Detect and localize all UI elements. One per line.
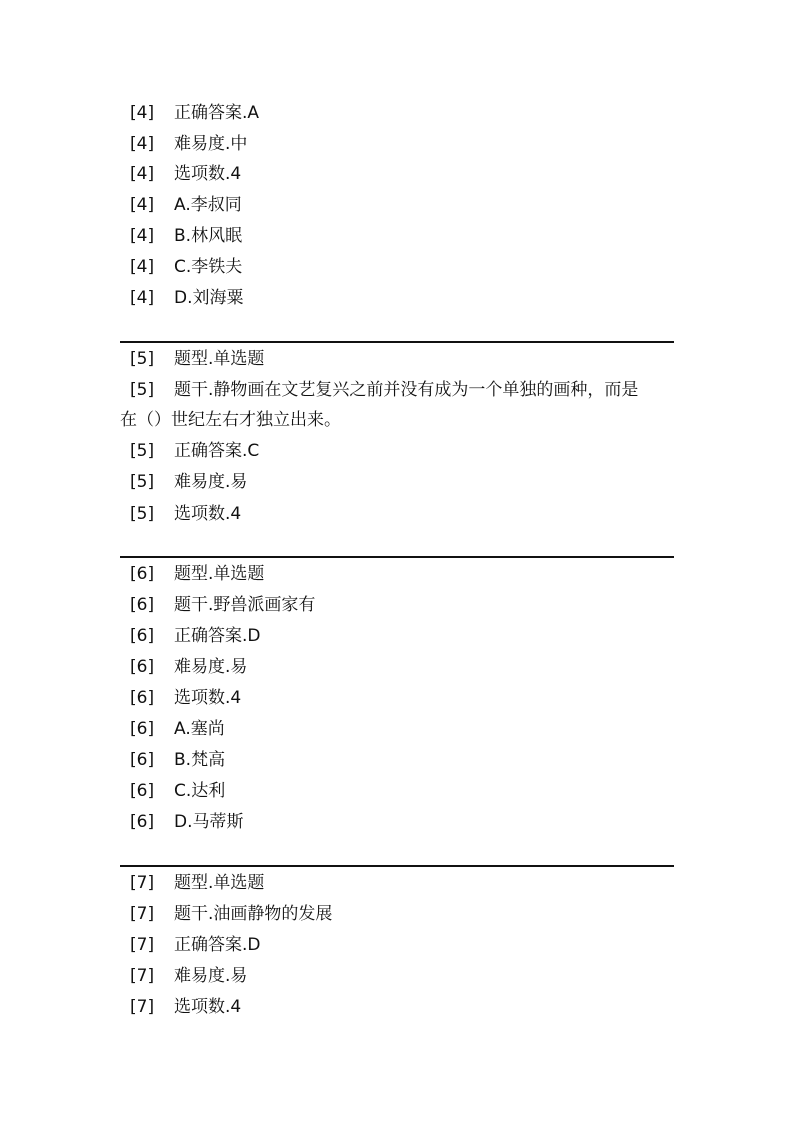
question-type-line: 题型.单选题 <box>174 349 265 369</box>
list-item <box>120 652 680 682</box>
list-item <box>120 621 680 651</box>
list-item <box>120 745 680 775</box>
question-number: [7] <box>130 935 155 955</box>
question-number: [5] <box>130 349 155 369</box>
answer-line: 正确答案.C <box>174 441 260 461</box>
question-number: [5] <box>130 441 155 461</box>
question-number: [6] <box>130 812 155 832</box>
list-item <box>120 714 680 744</box>
difficulty-line: 难易度.易 <box>174 966 248 986</box>
option-b: B.梵高 <box>174 750 226 770</box>
question-type-line: 题型.单选题 <box>174 873 265 893</box>
option-count-line: 选项数.4 <box>174 688 242 708</box>
list-item <box>120 499 680 529</box>
list-item <box>120 436 680 466</box>
list-item <box>120 344 680 374</box>
list-item <box>120 807 680 837</box>
option-count-line: 选项数.4 <box>174 164 242 184</box>
option-d: D.刘海粟 <box>174 288 244 308</box>
question-number: [5] <box>130 380 155 400</box>
list-item <box>120 930 680 960</box>
question-number: [4] <box>130 288 155 308</box>
question-number: [5] <box>130 504 155 524</box>
question-number: [7] <box>130 997 155 1017</box>
list-item <box>120 467 680 497</box>
question-number: [6] <box>130 688 155 708</box>
list-item <box>120 868 680 898</box>
question-number: [5] <box>130 472 155 492</box>
list-item <box>120 683 680 713</box>
question-number: [7] <box>130 966 155 986</box>
list-item <box>120 221 680 251</box>
list-item <box>120 252 680 282</box>
question-type-line: 题型.单选题 <box>174 564 265 584</box>
answer-line: 正确答案.D <box>174 935 261 955</box>
list-item <box>120 899 680 929</box>
list-item <box>120 961 680 991</box>
section-divider <box>120 341 674 343</box>
question-number: [6] <box>130 781 155 801</box>
list-item <box>120 559 680 589</box>
question-number: [4] <box>130 226 155 246</box>
list-item <box>120 283 680 313</box>
section-divider <box>120 556 674 558</box>
option-b: B.林风眠 <box>174 226 243 246</box>
question-number: [4] <box>130 103 155 123</box>
list-item <box>120 375 680 405</box>
section-divider <box>120 865 674 867</box>
question-number: [4] <box>130 195 155 215</box>
question-number: [4] <box>130 134 155 154</box>
list-item <box>120 590 680 620</box>
question-number: [6] <box>130 657 155 677</box>
option-a: A.李叔同 <box>174 195 242 215</box>
list-item <box>120 992 680 1022</box>
question-stem-line: 题干.油画静物的发展 <box>174 904 333 924</box>
option-count-line: 选项数.4 <box>174 504 242 524</box>
list-item <box>120 190 680 220</box>
option-a: A.塞尚 <box>174 719 225 739</box>
question-number: [7] <box>130 873 155 893</box>
question-number: [6] <box>130 750 155 770</box>
option-count-line: 选项数.4 <box>174 997 242 1017</box>
question-number: [4] <box>130 257 155 277</box>
list-item <box>120 159 680 189</box>
question-number: [4] <box>130 164 155 184</box>
answer-line: 正确答案.A <box>174 103 260 123</box>
question-stem-line: 题干.野兽派画家有 <box>174 595 316 615</box>
list-item <box>120 776 680 806</box>
question-number: [7] <box>130 904 155 924</box>
option-c: C.李铁夫 <box>174 257 243 277</box>
difficulty-line: 难易度.易 <box>174 472 248 492</box>
list-item <box>120 129 680 159</box>
question-stem-line: 题干.静物画在文艺复兴之前并没有成为一个单独的画种，而是 <box>174 380 639 400</box>
question-number: [6] <box>130 564 155 584</box>
question-number: [6] <box>130 719 155 739</box>
difficulty-line: 难易度.中 <box>174 134 248 154</box>
question-number: [6] <box>130 626 155 646</box>
option-d: D.马蒂斯 <box>174 812 244 832</box>
list-item <box>120 98 680 128</box>
difficulty-line: 难易度.易 <box>174 657 248 677</box>
option-c: C.达利 <box>174 781 226 801</box>
question-stem-continuation: 在（）世纪左右才独立出来。 <box>120 410 341 430</box>
question-number: [6] <box>130 595 155 615</box>
answer-line: 正确答案.D <box>174 626 261 646</box>
